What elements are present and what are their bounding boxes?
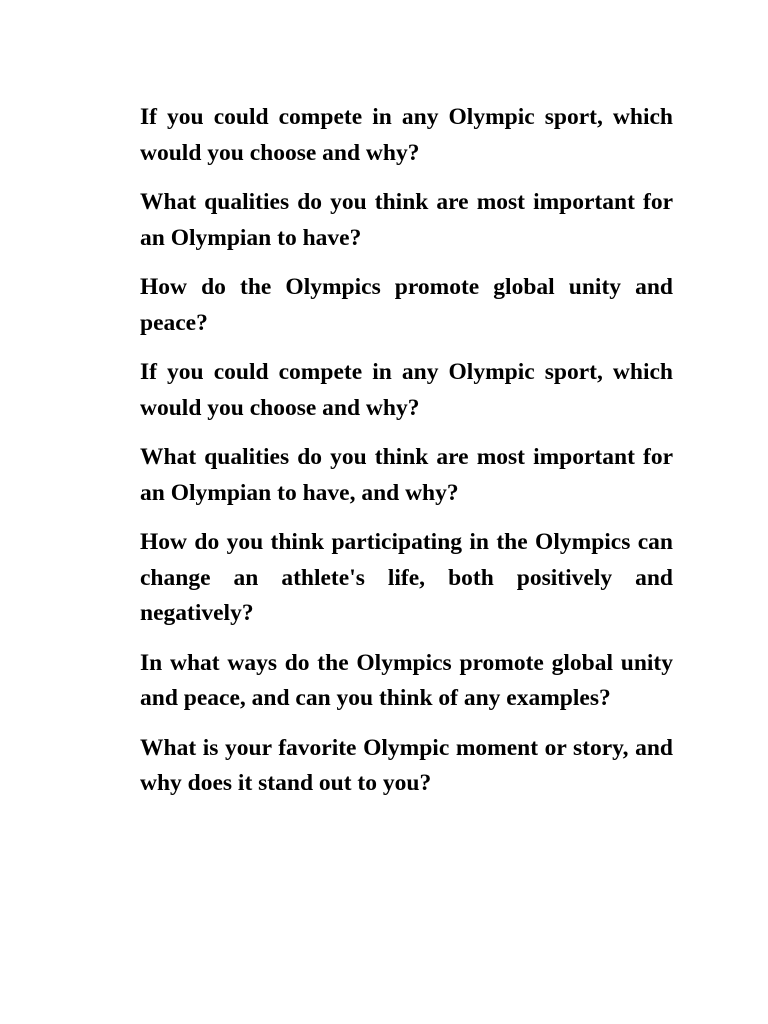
question-8: What is your favorite Olympic moment or story, and why does it stand out to you? bbox=[140, 734, 673, 796]
question-1: If you could compete in any Olympic sport, which would you choose and why? bbox=[140, 104, 673, 166]
question-4: If you could compete in any Olympic sport, which would you choose and why? bbox=[140, 359, 673, 421]
question-6: How do you think participating in the Olympics can change an athlete's life, both positively and negatively? bbox=[140, 529, 673, 626]
question-list bbox=[140, 100, 673, 816]
question-3: How do the Olympics promote global unity and peace? bbox=[140, 274, 673, 336]
question-7: In what ways do the Olympics promote global unity and peace, and can you think of any examples? bbox=[140, 649, 673, 711]
question-2: What qualities do you think are most important for an Olympian to have? bbox=[140, 189, 673, 251]
question-5: What qualities do you think are most important for an Olympian to have, and why? bbox=[140, 444, 673, 506]
